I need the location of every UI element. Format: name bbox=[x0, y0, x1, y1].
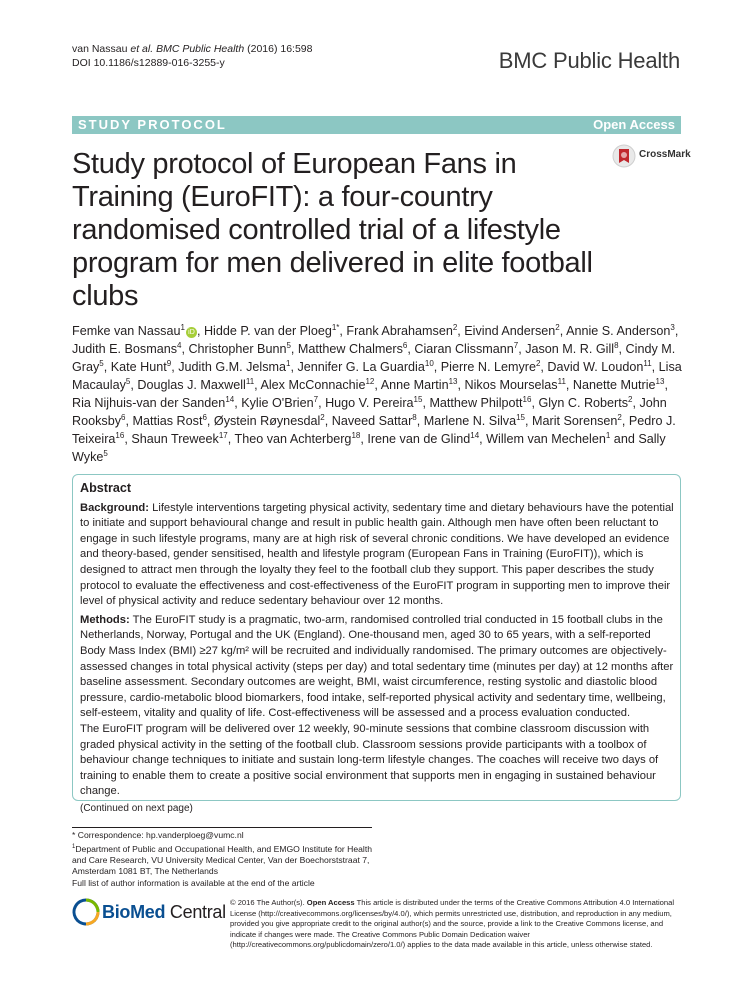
author bbox=[131, 432, 227, 446]
author-name: Lisa Macaulay bbox=[72, 360, 682, 392]
author bbox=[297, 360, 433, 374]
footnotes bbox=[72, 830, 382, 889]
author-affiliation-marker: 1 bbox=[180, 322, 185, 332]
abstract-methods bbox=[80, 613, 676, 722]
author-name: Christopher Bunn bbox=[188, 342, 287, 356]
author-affiliation-marker: 4 bbox=[177, 340, 182, 350]
author-name: Hugo V. Pereira bbox=[325, 396, 414, 410]
citation-authors: van Nassau bbox=[72, 43, 131, 55]
author-affiliation-marker: 5 bbox=[103, 448, 108, 458]
author bbox=[137, 378, 254, 392]
author-name: Marlene N. Silva bbox=[423, 414, 517, 428]
journal-name: BMC Public Health bbox=[498, 48, 680, 73]
author bbox=[132, 414, 206, 428]
abstract-heading: Abstract bbox=[80, 481, 132, 495]
license-statement bbox=[230, 898, 685, 951]
author bbox=[486, 432, 610, 446]
author bbox=[414, 342, 518, 356]
author bbox=[260, 378, 374, 392]
abstract-content bbox=[80, 481, 676, 816]
author-affiliation-marker: 6 bbox=[121, 412, 126, 422]
author-affiliation-marker: 5 bbox=[286, 340, 291, 350]
author-affiliation-marker: 2 bbox=[628, 394, 633, 404]
crossmark-icon[interactable] bbox=[612, 144, 636, 168]
author-affiliation-marker: 5 bbox=[125, 376, 131, 386]
publisher-logo-normal: Central bbox=[165, 902, 226, 922]
author-name: Ciaran Clissmann bbox=[414, 342, 514, 356]
author-name: John Rooksby bbox=[72, 396, 667, 428]
author-name: Irene van de Glind bbox=[367, 432, 471, 446]
author-name: Judith G.M. Jelsma bbox=[178, 360, 286, 374]
author-name: Jennifer G. La Guardia bbox=[297, 360, 425, 374]
citation-journal: BMC Public Health bbox=[156, 43, 245, 55]
article-title: Study protocol of European Fans in Training (EuroFIT): a four-country randomised controlled trial of a lifestyle program for men delivered in elite football clubs bbox=[72, 148, 593, 312]
author-affiliation-marker: 1 bbox=[605, 430, 611, 440]
article-type-label: STUDY PROTOCOL bbox=[78, 117, 227, 132]
author bbox=[325, 396, 422, 410]
author-name: Kylie O'Brien bbox=[241, 396, 314, 410]
author-affiliation-marker: 15 bbox=[516, 412, 526, 422]
author-name: Shaun Treweek bbox=[131, 432, 219, 446]
author bbox=[332, 414, 417, 428]
author bbox=[367, 432, 479, 446]
license-open-access: Open Access bbox=[306, 898, 355, 907]
author bbox=[72, 324, 197, 338]
author bbox=[111, 360, 171, 374]
author-affiliation-marker: 6 bbox=[202, 412, 207, 422]
author bbox=[178, 360, 290, 374]
author bbox=[573, 378, 665, 392]
author-name: Eivind Andersen bbox=[464, 324, 556, 338]
author bbox=[241, 396, 318, 410]
author bbox=[464, 324, 559, 338]
author-affiliation-marker: 8 bbox=[412, 412, 417, 422]
background-label: Background: bbox=[80, 501, 149, 514]
author-affiliation-marker: 3 bbox=[670, 322, 675, 332]
author-affiliation-marker: 11 bbox=[557, 376, 566, 386]
author bbox=[72, 342, 181, 356]
orcid-icon[interactable]: iD bbox=[186, 327, 197, 338]
author bbox=[424, 414, 525, 428]
author-affiliation-marker: 10 bbox=[424, 358, 434, 368]
citation-header bbox=[72, 42, 313, 70]
copyright: © 2016 The Author(s). bbox=[230, 898, 307, 907]
author-name: Ria Nijhuis-van der Sanden bbox=[72, 396, 226, 410]
author-name: Kate Hunt bbox=[110, 360, 167, 374]
author-affiliation-marker: 13 bbox=[655, 376, 665, 386]
publisher-logo bbox=[102, 902, 226, 923]
biomed-central-logo-icon bbox=[72, 898, 100, 926]
author-name: Pedro J. Teixeira bbox=[72, 414, 676, 446]
author-affiliation-marker: 2 bbox=[555, 322, 560, 332]
author-affiliation-marker: 13 bbox=[448, 376, 458, 386]
author-affiliation-marker: 7 bbox=[313, 394, 319, 404]
author bbox=[346, 324, 457, 338]
author-name: Hidde P. van der Ploeg bbox=[203, 324, 332, 338]
author-affiliation-marker: 17 bbox=[218, 430, 228, 440]
author-affiliation-marker: 2 bbox=[617, 412, 622, 422]
author-name: David W. Loudon bbox=[547, 360, 644, 374]
correspondence: * Correspondence: hp.vanderploeg@vumc.nl bbox=[72, 830, 244, 840]
author-affiliation-marker: 1 bbox=[286, 358, 291, 368]
author-affiliation-marker: 16 bbox=[522, 394, 532, 404]
affiliation-text: Department of Public and Occupational Health, and EMGO Institute for Health and Care Research, VU University Medical Center, Van der Boechorststraat 7, Amsterdam 1081 BT, The Netherlands bbox=[72, 843, 372, 877]
author-affiliation-marker: 2 bbox=[452, 322, 458, 332]
background-text: Lifestyle interventions targeting physical activity, sedentary time and dietary behaviours have the potential to initiate and support behavioural change and result in public health gain. Although men have often been reluctant to engage in such lifestyle programs, many are at high risk of several chronic conditions. We have developed an evidence and theory-based, gender sensitised, health and lifestyle program (European Fans in Training (EuroFIT)), which is designed to attract men through the loyalty they feel to the football club they support. This paper describes the study protocol to evaluate the effectiveness and cost-effectiveness of the EuroFIT program in supporting men to improve their level of physical activity and reduce sedentary behaviour over 12 months. bbox=[80, 501, 674, 608]
author-name: Willem van Mechelen bbox=[486, 432, 606, 446]
author bbox=[441, 360, 541, 374]
author-affiliation-marker: 15 bbox=[413, 394, 423, 404]
author bbox=[298, 342, 407, 356]
author-name: Frank Abrahamsen bbox=[346, 324, 453, 338]
author-name: Femke van Nassau bbox=[72, 324, 181, 338]
author-name: Mattias Rost bbox=[132, 414, 203, 428]
author-affiliation-marker: 12 bbox=[365, 376, 375, 386]
author bbox=[538, 396, 632, 410]
abstract-background bbox=[80, 501, 676, 610]
crossmark-label[interactable]: CrossMark bbox=[639, 149, 691, 160]
author-affiliation-marker: 9 bbox=[166, 358, 172, 368]
author bbox=[532, 414, 622, 428]
citation-volume: (2016) 16:598 bbox=[244, 43, 313, 55]
author-name: Pierre N. Lemyre bbox=[440, 360, 536, 374]
affiliation bbox=[72, 842, 382, 878]
author-name: Nanette Mutrie bbox=[572, 378, 656, 392]
author-name: Nikos Mourselas bbox=[464, 378, 558, 392]
author-affiliation-marker: 2 bbox=[535, 358, 541, 368]
author bbox=[547, 360, 651, 374]
author bbox=[214, 414, 325, 428]
author-name: Annie S. Anderson bbox=[566, 324, 671, 338]
methods-label: Methods: bbox=[80, 613, 130, 626]
author-affiliation-marker: 7 bbox=[513, 340, 519, 350]
author-name: Cindy M. Gray bbox=[72, 342, 676, 374]
footnote-divider bbox=[72, 827, 372, 828]
author-name: Marit Sorensen bbox=[532, 414, 618, 428]
author-affiliation-marker: 2 bbox=[320, 412, 325, 422]
author-name: Matthew Chalmers bbox=[297, 342, 403, 356]
author-name: Theo van Achterberg bbox=[234, 432, 352, 446]
author-affiliation-marker: 5 bbox=[99, 358, 104, 368]
author-affiliation-marker: 1* bbox=[331, 322, 340, 332]
author-name: Matthew Philpott bbox=[429, 396, 523, 410]
author-name: Anne Martin bbox=[380, 378, 449, 392]
author-list: Femke van Nassau$^1$iD , Hidde P. van der Ploeg$^{1*}$, Frank Abrahamsen$^2$, Eivind Andersen$^2$, Annie S. Anderson$^3$, Judith E. Bosmans$^4$, Christopher Bunn$^5$, Matthew Chalmers$^6$, Ciaran Clissmann$^7$, Jason M. R. Gill$^8$, Cindy M. Gray$^5$, Kate Hunt$^9$, Judith G.M. Jelsma$^1$, Jennifer G. La Guardia$^{10}$, Pierre N. Lemyre$^2$, David W. Loudon$^{11}$, Lisa Macaulay$^5$, Douglas J. Maxwell$^{11}$, Alex McConnachie$^{12}$, Anne Martin$^{13}$, Nikos Mourselas$^{11}$, Nanette Mutrie$^{13}$, Ria Nijhuis-van der Sanden$^{14}$, Kylie O'Brien$^7$, Hugo V. Pereira$^{15}$, Matthew Philpott$^{16}$, Glyn C. Roberts$^2$, John Rooksby$^6$, Mattias Rost$^6$, Øystein Røynesdal$^2$, Naveed Sattar$^8$, Marlene N. Silva$^{15}$, Marit Sorensen$^2$, Pedro J. Teixeira$^{16}$, Shaun Treweek$^{17}$, Theo van Achterberg$^{18}$, Irene van de Glind$^{14}$, Willem van Mechelen$^1$ and Sally Wyke$^5$ bbox=[72, 322, 682, 464]
author bbox=[72, 396, 234, 410]
abstract-methods-2: The EuroFIT program will be delivered over 12 weekly, 90-minute sessions that combine classroom discussion with graded physical activity in the setting of the football club. Classroom sessions provide participants with a toolbox of behaviour change techniques to initiate and sustain long-term lifestyle changes. The coaches will receive two days of training to enable them to create a positive social environment that supports men in engaging in sustained behaviour change. bbox=[80, 722, 659, 798]
author-name: Douglas J. Maxwell bbox=[137, 378, 246, 392]
author bbox=[188, 342, 290, 356]
author-name: Øystein Røynesdal bbox=[213, 414, 321, 428]
affiliation-marker: 1 bbox=[72, 843, 76, 850]
author bbox=[465, 378, 566, 392]
author bbox=[525, 342, 618, 356]
author-affiliation-marker: 14 bbox=[470, 430, 480, 440]
author-name: Glyn C. Roberts bbox=[538, 396, 629, 410]
author-info-note: Full list of author information is available at the end of the article bbox=[72, 877, 315, 888]
author-affiliation-marker: 18 bbox=[351, 430, 361, 440]
author bbox=[381, 378, 458, 392]
author-affiliation-marker: 6 bbox=[402, 340, 408, 350]
author bbox=[429, 396, 531, 410]
author-name: Alex McConnachie bbox=[260, 378, 366, 392]
author-affiliation-marker: 11 bbox=[643, 358, 652, 368]
citation-etal: et al. bbox=[130, 43, 154, 55]
doi[interactable]: DOI 10.1186/s12889-016-3255-y bbox=[72, 57, 225, 69]
continued-note: (Continued on next page) bbox=[80, 802, 193, 814]
author bbox=[204, 324, 339, 338]
publisher-logo-bold: BioMed bbox=[102, 902, 166, 922]
author-affiliation-marker: 8 bbox=[614, 340, 619, 350]
author-name: Jason M. R. Gill bbox=[525, 342, 615, 356]
author bbox=[235, 432, 361, 446]
author-name: Sally Wyke bbox=[72, 432, 666, 464]
methods-text: The EuroFIT study is a pragmatic, two-arm, randomised controlled trial conducted in 15 football clubs in the Netherlands, Norway, Portugal and the UK (England). One-thousand men, aged 30 to 65 years, with a self-reported Body Mass Index (BMI) ≥27 kg/m² will be recruited and individually randomised. The primary outcomes are objectively-assessed changes in total physical activity (steps per day) and total sedentary time (minutes per day) at 12 months after baseline assessment. Secondary outcomes are weight, BMI, waist circumference, resting systolic and diastolic blood pressure, cardio-metabolic blood biomarkers, food intake, self-reported physical activity and sedentary time, wellbeing, self-esteem, vitality and quality of life. Cost-effectiveness will be assessed and a process evaluation conducted. bbox=[80, 613, 674, 720]
author-name: Naveed Sattar bbox=[331, 414, 413, 428]
license-text: This article is distributed under the terms of the Creative Commons Attribution 4.0 International License (http://creativecommons.org/licenses/by/4.0/), which permits unrestricted use, distribution, and reproduction in any medium, provided you give appropriate credit to the original author(s) and the source, provide a link to the Creative Commons license, and indicate if changes were made. The Creative Commons Public Domain Dedication waiver (http://creativecommons.org/publicdomain/zero/1.0/) applies to the data made available in this article, unless otherwise stated. bbox=[230, 898, 675, 950]
author-name: Judith E. Bosmans bbox=[72, 342, 177, 356]
open-access-label: Open Access bbox=[593, 117, 675, 132]
author bbox=[566, 324, 675, 338]
author-affiliation-marker: 16 bbox=[115, 430, 125, 440]
author-affiliation-marker: 11 bbox=[245, 376, 255, 386]
author-affiliation-marker: 14 bbox=[225, 394, 235, 404]
